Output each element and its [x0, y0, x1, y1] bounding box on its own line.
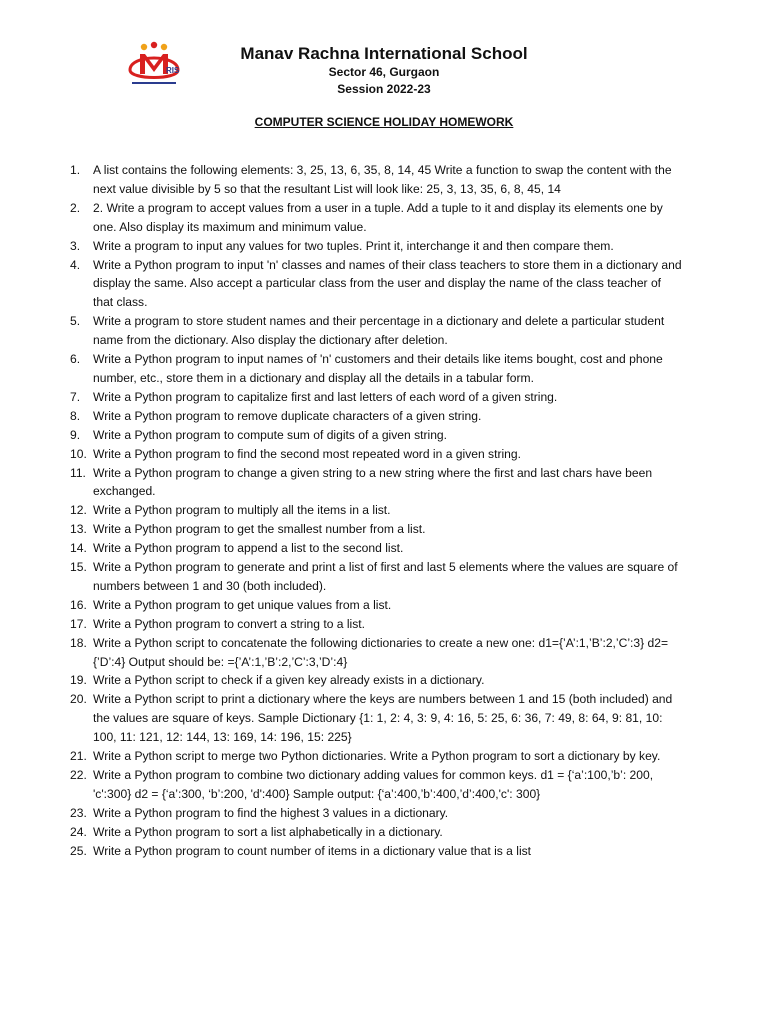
question-text: A list contains the following elements: 3, 25, 13, 6, 35, 8, 14, 45 Write a function to swap the content with the next value divisible by 5 so that the resultant List will look like: 25, 3, 13, 35, 6, 8, 45, 14: [93, 163, 672, 196]
question-item: [70, 312, 682, 350]
question-text: Write a Python program to capitalize first and last letters of each word of a given string.: [93, 389, 558, 404]
question-number: 18.: [70, 635, 87, 650]
question-text: Write a program to store student names and their percentage in a dictionary and delete a particular student name from the dictionary. Also display the dictionary after deletion.: [93, 314, 665, 348]
question-number: 1.: [70, 163, 81, 177]
question-number: 15.: [70, 560, 87, 575]
session-label: Session 2022-23: [337, 82, 431, 96]
question-item: [70, 388, 682, 407]
question-item: [70, 199, 682, 237]
question-number: 13.: [70, 522, 87, 537]
question-number: 8.: [70, 408, 81, 423]
question-number: 5.: [70, 314, 81, 329]
question-item: [70, 596, 682, 615]
school-header: [150, 44, 618, 98]
homework-title: COMPUTER SCIENCE HOLIDAY HOMEWORK: [254, 115, 514, 129]
question-text: Write a Python program to sort a list alphabetically in a dictionary.: [93, 824, 443, 839]
question-item: [70, 501, 682, 520]
question-number: 24.: [70, 824, 87, 839]
question-item: [70, 464, 682, 502]
question-number: 21.: [70, 749, 87, 764]
question-number: 23.: [70, 805, 87, 820]
question-item: [70, 690, 682, 747]
question-number: 9.: [70, 427, 81, 442]
question-number: 22.: [70, 768, 87, 782]
question-text: Write a Python program to append a list to the second list.: [93, 541, 404, 556]
question-item: [70, 634, 682, 672]
question-text: Write a Python program to compute sum of digits of a given string.: [93, 427, 448, 442]
question-number: 10.: [70, 446, 87, 461]
question-number: 14.: [70, 541, 87, 556]
question-text: Write a Python program to find the second most repeated word in a given string.: [93, 446, 521, 461]
question-item: [70, 615, 682, 634]
question-text: Write a Python program to combine two dictionary adding values for common keys. d1 = {‘a’:100,’b’: 200, 'c':300} d2 = {‘a’:300, ‘b’:200, 'd':400} Sample output: {‘a’:400,’b’:400,’d’:400,'c': 300}: [93, 768, 654, 801]
question-text: Write a Python program to get unique values from a list.: [93, 597, 392, 612]
question-item: [70, 256, 682, 313]
question-item: [70, 161, 682, 199]
question-item: [70, 426, 682, 445]
question-list: [70, 161, 682, 861]
question-number: 7.: [70, 389, 81, 404]
question-number: 19.: [70, 673, 87, 688]
question-text: Write a Python program to input names of 'n' customers and their details like items bought, cost and phone number, etc., store them in a dictionary and display all the details in a tabular form.: [93, 352, 663, 385]
question-number: 12.: [70, 503, 87, 518]
question-text: Write a Python program to convert a string to a list.: [93, 616, 366, 631]
question-number: 17.: [70, 616, 87, 631]
question-item: [70, 445, 682, 464]
question-text: Write a program to input any values for two tuples. Print it, interchange it and then compare them.: [93, 238, 614, 253]
question-text: Write a Python program to generate and print a list of first and last 5 elements where the values are square of numbers between 1 and 30 (both included).: [93, 560, 678, 593]
question-text: Write a Python program to count number of items in a dictionary value that is a list: [93, 843, 532, 858]
question-item: [70, 237, 682, 256]
question-item: [70, 539, 682, 558]
question-text: Write a Python program to multiply all the items in a list.: [93, 503, 391, 518]
question-item: [70, 842, 682, 861]
question-number: 3.: [70, 238, 81, 253]
question-item: [70, 520, 682, 539]
question-text: 2. Write a program to accept values from a user in a tuple. Add a tuple to it and display its elements one by one. Also display its maximum and minimum value.: [93, 200, 663, 234]
question-text: Write a Python script to merge two Python dictionaries. Write a Python program to sort a dictionary by key.: [93, 749, 661, 764]
question-number: 6.: [70, 352, 81, 367]
question-item: [70, 747, 682, 766]
school-name: Manav Rachna International School: [240, 44, 528, 63]
question-item: [70, 823, 682, 842]
question-item: [70, 407, 682, 426]
question-text: Write a Python program to change a given string to a new string where the first and last chars have been exchanged.: [93, 465, 653, 499]
question-text: Write a Python program to remove duplicate characters of a given string.: [93, 408, 482, 423]
question-number: 16.: [70, 597, 87, 612]
question-item: [70, 671, 682, 690]
question-text: Write a Python script to print a dictionary where the keys are numbers between 1 and 15 (both included) and the values are square of keys. Sample Dictionary {1: 1, 2: 4, 3: 9, 4: 16, 5: 25, 6: 36, 7: 49, 8: 64, 9: 81, 10: 100, 11: 121, 12: 144, 13: 169, 14: 196, 15: 225}: [93, 692, 673, 745]
question-text: Write a Python script to concatenate the following dictionaries to create a new one: d1={’A’:1,’B’:2,’C’:3} d2={’D’:4} Output should be: ={’A’:1,’B’:2,’C’:3,’D’:4}: [93, 635, 669, 669]
question-number: 4.: [70, 257, 81, 272]
question-text: Write a Python script to check if a given key already exists in a dictionary.: [93, 673, 485, 688]
question-item: [70, 766, 682, 804]
question-number: 20.: [70, 692, 87, 707]
school-address: Sector 46, Gurgaon: [328, 65, 440, 79]
question-number: 25.: [70, 843, 87, 858]
question-item: [70, 804, 682, 823]
question-item: [70, 350, 682, 388]
question-number: 2.: [70, 200, 81, 215]
question-text: Write a Python program to find the highest 3 values in a dictionary.: [93, 805, 449, 820]
question-number: 11.: [70, 465, 86, 480]
question-text: Write a Python program to get the smallest number from a list.: [93, 522, 426, 537]
question-item: [70, 558, 682, 596]
question-text: Write a Python program to input 'n' classes and names of their class teachers to store them in a dictionary and display the same. Also accept a particular class from the user and display the name of the class teacher of that class.: [93, 257, 682, 310]
logo-text: RIS: [166, 66, 180, 75]
